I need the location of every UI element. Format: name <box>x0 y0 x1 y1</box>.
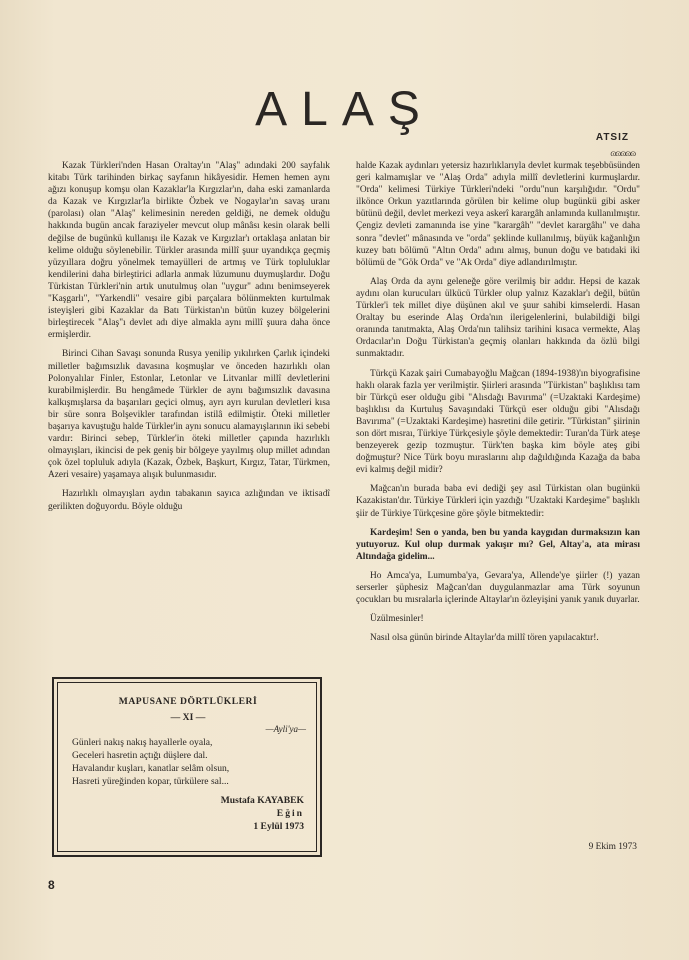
poem-place: Eğin <box>276 808 304 819</box>
poem-line: Günleri nakış nakış hayallerle oyala, <box>72 737 213 748</box>
article-title: ALAŞ <box>255 83 434 136</box>
paragraph: Üzülmesinler! <box>370 614 424 625</box>
poem-dedication: —Ayli'ya— <box>265 724 306 734</box>
paragraph: Mağcan'ın burada baba evi dediği şey asıl Türkistan olan bugünkü Kazakistan'dır. Türkiye Türkleri için yazdığı "Uzaktaki Kardeşime" başlıklı şiir de Türkiye Türkçesine göre şöyle bitmektedir: <box>356 484 640 519</box>
paragraph: Türkçü Kazak şairi Cumabayoğlu Mağcan (1894-1938)'ın biyografisine haklı olarak fazla yer verilmiştir. Şiirleri arasında "Türkistan" başlıklısı tam bir Türkçü eser olduğu gibi "Alısdağı Bavırıma" (=Uzaktaki Kardeşime) başlıklısı da Kurtuluş Savaşındaki Türkçü eser olduğu gibi "Alısdağı Bavırıma" (=Uzaktaki Kardeşime) hasretini dile getirir. "Türkistan" şiirinin son dört mısraı, Türkiye Türkçesiyle şöyle demektedir: Turan'da Türk ateşe benzeyerek gezip tozmuştur. Türk'ten başka kim böyle ateş gibi doğmuştur? Nice Türk boyu mıraslarını alıp dağıldığında Kazağa da baba evi kalmış değil midir? <box>356 368 640 476</box>
paragraph: Alaş Orda da aynı geleneğe göre verilmiş bir addır. Hepsi de kazak aydını olan kurucuları ülkücü Türkler olup yalnız Kazaklar'ı değil, bütün Türkler'i tek millet diye düşünen akıl ve şuur sahibi kimselerdi. Hasan Oraltay bu eserinde Alaş Orda'nın ilerigelenlerini, bulabildiği bilgi oranında tanıtmakta, Alaş Orda'nın talihsiz tarihini kısaca vermekte, Alaş Ordacılar'ın Doğu Türkistan'a geçmiş olanları hakkında da özlü bilgi sunmaktadır. <box>356 276 640 360</box>
quote-paragraph: Kardeşim! Sen o yanda, ben bu yanda kaygıdan durmaksızın kan yutuyoruz. Kul olup durmak yakışır mı? Gel, Altay'a, ata mirası Altındağa gidelim... <box>356 527 640 562</box>
paragraph: Kazak Türkleri'nden Hasan Oraltay'ın "Alaş" adındaki 200 sayfalık kitabı Türk tarihinden birkaç sayfanın hikâyesidir. Hemen hemen aynı ağızı konuşup komşu olan Kazaklar'la Kırgızlar'ın, daha eski zamanlarda da Kazak ve Kırgızlar'la birlikte Özbek ve Nogaylar'ın savaş uranı (parolası) olan "Alaş" kelimesinin nereden geldiği, ne demek olduğu hakkında bugün ancak faraziyeler mevcut olup mânâsı kesin olarak belli değilse de bugünkü kullanışı ile Kazak ve Kırgızlar'ı ortaklaşa anlatan bir kelime olduğu söylenebilir. Türkler arasında millî şuur uyandıkça geçmiş yüzyıllara doğru yönelmek temayülleri de artmış ve Türk topluluklar kendilerini daha birleştirici adlarla anmak lüzumunu duymuşlardır. Doğu Türkistan Türkleri'nin artık unutulmuş olan "uygur" adını benimseyerek "Kaşgarlı", "Yarkendli" vesaire gibi parçalara bölünmekten kurtulmak isteyişleri gibi Kazaklar da Batı Türkistan'ın bütün kuzey bölgelerini birleştirecek "Alaş"ı devlet adı diye almakla aynı millî şuura daha önce ermişlerdir. <box>48 161 330 341</box>
left-column <box>48 160 330 520</box>
paragraph: Nasıl olsa günün birinde Altaylar'da millî tören yapılacaktır!. <box>370 633 599 644</box>
poem-number: — XI — <box>170 712 206 723</box>
decorative-ornament: ɷɷɷɷɷ <box>610 148 635 158</box>
poem-date: 1 Eylül 1973 <box>253 821 304 832</box>
poem-line: Geceleri hasretin açtığı düşlere dal. <box>72 750 208 761</box>
paragraph: Ho Amca'ya, Lumumba'ya, Gevara'ya, Allende'ye şiirler (!) yazan serserler şüphesiz Mağcan'dan duygulanmazlar ama Türk soyunun çocukları bu mısralarla içlerinde Altaylar'ın özleyişini yanık yanık duyarlar. <box>356 570 640 606</box>
right-column <box>356 160 640 651</box>
poem-title: MAPUSANE DÖRTLÜKLERİ <box>118 696 258 707</box>
poem-box <box>52 677 322 857</box>
page-number: 8 <box>48 878 55 892</box>
paragraph: halde Kazak aydınları yetersiz hazırlıklarıyla devlet kurmak teşebbüsünden geri kalmamışlar ve "Alaş Orda" adıyla millî devletlerini kurmuşlardır. "Orda" kelimesi Türkiye Türkleri'ndeki "ordu"nun karşılığıdır. "Ordu" ilkönce Orkun yazıtlarında görülen bir kelime olup bugünkü gibi asker bütünü değil, devlet merkezi veya askerî karargâh anlamında kullanılmıştır. Çengiz devleti zamanında ise yine "karargâh" "devlet karargâhı" ve daha sonra "devlet" mânasında ve "orda" şeklinde kullanılmış, büyük kağanlığın kuzey batı bölümü "Altın Orda" adını almış, bunun doğu ve batıdaki iki bölümü de "Gök Orda" ve "Ak Orda" diye adlandırılmıştır. <box>356 161 640 268</box>
signed-date: 9 Ekim 1973 <box>588 842 637 852</box>
poem-lines <box>72 736 304 788</box>
poem-signature: Mustafa KAYABEK <box>220 795 304 806</box>
paragraph: Hazırlıklı olmayışları aydın tabakanın sayıca azlığından ve iktisadî gerilikten doğuyordu. Böyle olduğu <box>48 489 330 512</box>
paragraph: Birinci Cihan Savaşı sonunda Rusya yenilip yıkılırken Çarlık içindeki milletler bağımsızlık davasına koşmuşlar ve önceden hazırlıklı olan Polonyalılar Finler, Estonlar, Letonlar ve Litvanlar millî devletlerini kurabilmişlerdir. Bu hengâmede Türkler de aynı bağımsızlık davasına kalkışmışlarsa da başarıları geçici olmuş, ayrı ayrı kurulan devletleri kısa bir süre sonra Bolşevikler tarafından istilâ edilmiştir. Öteki milletler başarıya kavuştuğu halde Türkler'in aynı sonucu alamayışlarının iki sebebi vardır: Birinci sebep, Türkler'in öteki milletler çapında hazırlıklı olmayışları, ikincisi de pek geniş bir bölgeye yayılmış olup millet adından çok özel topluluk adıyla (Kazak, Özbek, Başkurt, Kırgız, Tatar, Türkmen, Azeri vesaire) yaşamaya alışık bulunmasıdır. <box>48 349 330 481</box>
poem-line: Havalandır kuşları, kanatlar selâm olsun, <box>72 763 230 774</box>
article-author: ATSIZ <box>595 132 629 143</box>
poem-line: Hasreti yüreğinden kopar, türkülere sal... <box>72 776 229 787</box>
